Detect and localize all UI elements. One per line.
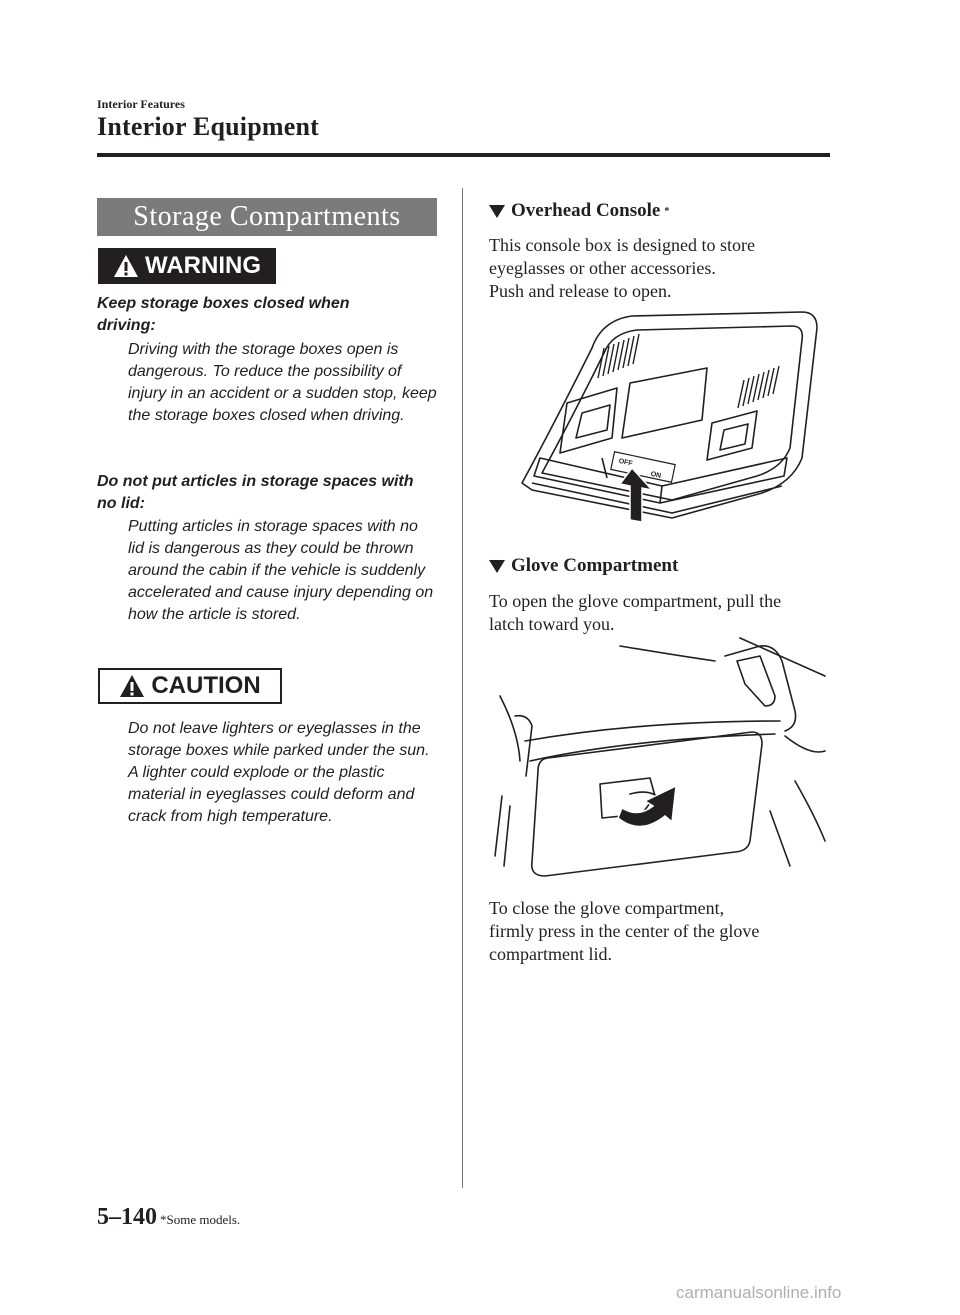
warning-body-1: Driving with the storage boxes open is dangerous. To reduce the possibility of injury in an accident or a sudden stop, keep the storage boxes closed when driving. <box>128 341 437 424</box>
glove-open-line-1: To open the glove compartment, pull the <box>489 591 782 611</box>
watermark: carmanualsonline.info <box>676 1283 842 1302</box>
overhead-line-2: eyeglasses or other accessories. <box>489 258 716 278</box>
exclamation-triangle-icon <box>113 254 139 278</box>
section-band-title: Storage Compartments <box>97 198 437 236</box>
glove-open-line-2: latch toward you. <box>489 614 615 634</box>
warning-body-2: Putting articles in storage spaces with no lid is dangerous as they could be thrown around the cabin if the vehicle is suddenly accelerated and cause injury depending on how the article is stored. <box>128 518 434 623</box>
glove-close-line-3: compartment lid. <box>489 944 612 964</box>
warning-label-box <box>98 248 276 284</box>
caution-label-box <box>98 668 282 704</box>
column-divider <box>462 188 463 1188</box>
overhead-line-3: Push and release to open. <box>489 281 672 301</box>
page-number: 5–140 <box>97 1204 157 1230</box>
caution-body: Do not leave lighters or eyeglasses in the storage boxes while parked under the sun. A lighter could explode or the plastic material in eyeglasses could deform and crack from high temperature. <box>128 720 430 825</box>
section-label: Interior Features <box>97 97 185 111</box>
exclamation-triangle-icon <box>119 674 145 698</box>
page-title: Interior Equipment <box>97 112 319 141</box>
title-rule <box>97 153 830 157</box>
some-models-asterisk: * <box>664 205 670 217</box>
glove-compartment-illustration <box>490 636 830 890</box>
glove-compartment-heading <box>489 555 678 577</box>
overhead-console-title: Overhead Console <box>511 200 661 221</box>
glove-open-text <box>489 590 819 636</box>
switch-off-label: OFF <box>617 457 634 468</box>
glove-close-text <box>489 897 819 966</box>
footnote: *Some models. <box>160 1212 241 1227</box>
down-triangle-icon <box>489 560 505 573</box>
overhead-console-illustration <box>512 308 822 530</box>
overhead-console-text <box>489 234 819 303</box>
caution-label: CAUTION <box>151 672 261 699</box>
overhead-line-1: This console box is designed to store <box>489 235 755 255</box>
glove-compartment-title: Glove Compartment <box>511 555 679 576</box>
overhead-console-heading <box>489 200 669 222</box>
warning-label: WARNING <box>145 252 261 279</box>
switch-on-label: ON <box>649 470 662 480</box>
down-triangle-icon <box>489 205 505 218</box>
glove-close-line-2: firmly press in the center of the glove <box>489 921 760 941</box>
warning-heading-1: Keep storage boxes closed when driving: <box>97 295 350 334</box>
glove-close-line-1: To close the glove compartment, <box>489 898 725 918</box>
warning-heading-2: Do not put articles in storage spaces with no lid: <box>97 473 414 512</box>
